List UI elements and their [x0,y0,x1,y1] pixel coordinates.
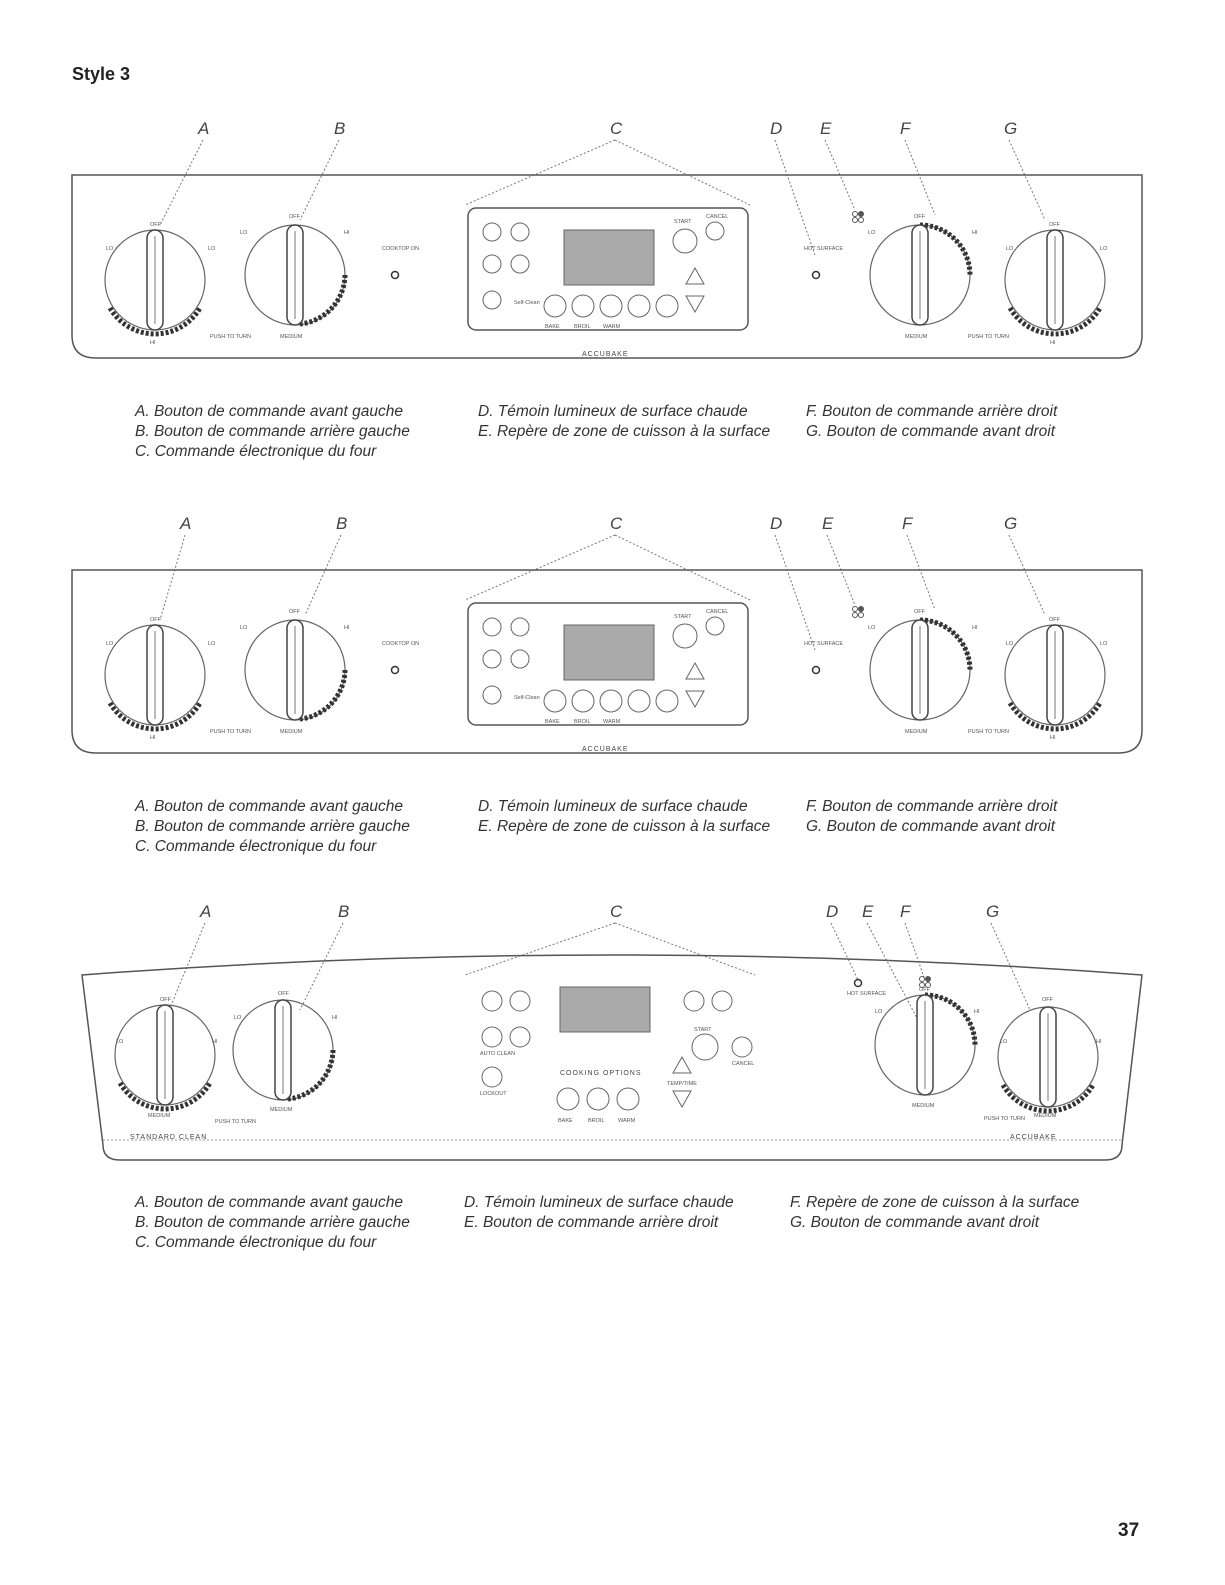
knob-label-off: OFF [919,987,930,993]
warm-label: WARM [618,1118,636,1124]
knob-label-hi: HI [150,340,156,346]
control-panel-diagram-1 [0,110,1225,470]
caption-item: F. Bouton de commande arrière droit [806,798,1058,815]
knob-label-hi: HI [212,1039,218,1045]
callout-letter: C [610,514,623,533]
caption-item: G. Bouton de commande avant droit [806,818,1056,835]
push-to-turn-label: PUSH TO TURN [968,729,1009,735]
start-label: START [694,1027,712,1033]
knob-label-off: OFF [289,609,300,615]
knob-label-medium: MEDIUM [280,729,303,735]
hot-surface-indicator [855,980,862,987]
knob-label-hi: HI [332,1015,338,1021]
brand-logo: ACCUBAKE [1010,1134,1057,1141]
zone-indicator [920,977,931,988]
knob-label-medium: MEDIUM [905,729,928,735]
caption-item: F. Repère de zone de cuisson à la surface [790,1194,1080,1211]
control-panel-illustration [0,505,1225,775]
right-front-knob [1005,222,1108,346]
knob-label-lo: LO [106,246,114,252]
style-heading: Style 3 [72,64,131,84]
knob-label-hi: HI [972,230,978,236]
self-clean-label: Self-Clean [514,300,540,306]
caption-column-2 [478,797,770,837]
knob-label-off: OFF [278,991,289,997]
right-rear-knob [868,609,978,735]
left-front-knob [115,997,218,1119]
callout-letter: A [200,902,212,921]
start-label: START [674,219,692,225]
electronic-oven-control [468,603,748,725]
zone-indicator [853,212,864,223]
callout-letter: A [198,119,210,138]
broil-label: BROIL [574,719,591,725]
caption-item: B. Bouton de commande arrière gauche [135,423,410,440]
warm-label: WARM [603,719,621,725]
cooking-options-label: COOKING OPTIONS [560,1070,642,1077]
callout-letter: B [334,119,346,138]
temp-time-label: TEMP/TIME [667,1081,697,1087]
bake-label: BAKE [558,1118,573,1124]
knob-label-hi: HI [1096,1039,1102,1045]
control-panel-outline [82,955,1142,1160]
caption-column-1 [135,1193,410,1253]
start-label: START [674,614,692,620]
left-rear-knob [240,214,350,340]
control-panel-diagram-2 [0,505,1225,865]
warm-label: WARM [603,324,621,330]
knob-label-lo: LO [208,641,216,647]
left-front-knob [105,617,251,741]
hot-surface-label: HOT SURFACE [847,991,887,997]
knob-label-off: OFF [160,997,171,1003]
push-to-turn-label: PUSH TO TURN [210,334,251,340]
zone-indicator [853,607,864,618]
callout-letter: A [180,514,192,533]
caption-item: B. Bouton de commande arrière gauche [135,1214,410,1231]
electronic-oven-control [480,987,754,1124]
right-front-knob [998,997,1102,1119]
left-front-knob [105,222,251,346]
knob-label-hi: HI [344,230,350,236]
knob-label-hi: HI [150,735,156,741]
broil-label: BROIL [574,324,591,330]
right-rear-knob [868,214,978,340]
cooktop-on-label: COOKTOP ON [382,246,420,252]
knob-label-lo: LO [868,230,876,236]
hot-surface-indicator [813,272,820,279]
left-rear-knob [215,991,338,1125]
caption-item: E. Repère de zone de cuisson à la surface [478,818,771,835]
knob-label-lo: LO [1000,1039,1008,1045]
hot-surface-label: HOT SURFACE [804,641,844,647]
caption-item: C. Commande électronique du four [135,1234,377,1251]
push-to-turn-label: PUSH TO TURN [984,1116,1025,1122]
knob-label-off: OFF [914,214,925,220]
callout-letter: D [826,902,839,921]
knob-label-off: OFF [914,609,925,615]
control-panel-illustration [0,110,1225,380]
self-clean-label: Self-Clean [514,695,540,701]
knob-label-hi: HI [972,625,978,631]
callout-letter: D [770,514,783,533]
caption-column-3 [790,1193,1079,1233]
callout-letter: F [902,514,913,533]
knob-label-lo: LO [116,1039,124,1045]
knob-label-lo: LO [106,641,114,647]
knob-label-lo: LO [1100,246,1108,252]
electronic-oven-control [468,208,748,330]
caption-column-2 [464,1193,734,1233]
caption-item: D. Témoin lumineux de surface chaude [478,798,748,815]
knob-label-lo: LO [868,625,876,631]
caption-item: E. Repère de zone de cuisson à la surface [478,423,771,440]
knob-label-medium: MEDIUM [1034,1113,1057,1119]
caption-column-3 [806,402,1057,442]
caption-column-2 [478,402,770,442]
cooktop-on-indicator [392,272,399,279]
caption-item: D. Témoin lumineux de surface chaude [478,403,748,420]
callout-letter: G [1004,514,1018,533]
brand-logo: ACCUBAKE [582,351,629,358]
knob-label-lo: LO [234,1015,242,1021]
broil-label: BROIL [588,1118,605,1124]
right-front-knob [1005,617,1108,741]
page-number: 37 [1118,1520,1140,1541]
bake-label: BAKE [545,719,560,725]
caption-item: E. Bouton de commande arrière droit [464,1214,719,1231]
knob-label-lo: LO [208,246,216,252]
cooktop-on-indicator [392,667,399,674]
callout-letter: F [900,119,911,138]
push-to-turn-label: PUSH TO TURN [968,334,1009,340]
caption-item: G. Bouton de commande avant droit [806,423,1056,440]
caption-column-3 [806,797,1057,837]
knob-label-lo: LO [240,230,248,236]
knob-label-off: OFF [1049,222,1060,228]
callout-letter: B [336,514,348,533]
caption-item: A. Bouton de commande avant gauche [135,1194,403,1211]
knob-label-off: OFF [1042,997,1053,1003]
callout-letter: C [610,902,623,921]
knob-label-off: OFF [1049,617,1060,623]
caption-item: G. Bouton de commande avant droit [790,1214,1040,1231]
caption-column-1 [135,797,410,857]
knob-label-hi: HI [1050,340,1056,346]
knob-label-lo: LO [875,1009,883,1015]
control-panel-illustration [0,895,1225,1175]
cancel-label: CANCEL [706,609,729,615]
cooktop-on-label: COOKTOP ON [382,641,420,647]
caption-item: C. Commande électronique du four [135,838,377,855]
control-panel-diagram-3 [0,895,1225,1260]
standard-clean-label: STANDARD CLEAN [130,1134,208,1141]
callout-letter: D [770,119,783,138]
lockout-label: LOCKOUT [480,1091,507,1097]
hot-surface-indicator [813,667,820,674]
push-to-turn-label: PUSH TO TURN [215,1119,256,1125]
knob-label-medium: MEDIUM [905,334,928,340]
caption-column-1 [135,402,410,462]
cancel-label: CANCEL [706,214,729,220]
caption-item: D. Témoin lumineux de surface chaude [464,1194,734,1211]
right-rear-knob [875,987,980,1109]
knob-label-hi: HI [974,1009,980,1015]
left-rear-knob [240,609,350,735]
knob-label-lo: LO [240,625,248,631]
caption-item: A. Bouton de commande avant gauche [135,403,403,420]
callout-letter: G [986,902,1000,921]
auto-clean-label: AUTO CLEAN [480,1051,516,1057]
hot-surface-label: HOT SURFACE [804,246,844,252]
caption-item: B. Bouton de commande arrière gauche [135,818,410,835]
callout-letter: F [900,902,911,921]
knob-label-off: OFF [150,222,161,228]
knob-label-medium: MEDIUM [270,1107,293,1113]
callout-letter: E [822,514,834,533]
knob-label-medium: MEDIUM [280,334,303,340]
knob-label-hi: HI [344,625,350,631]
caption-item: F. Bouton de commande arrière droit [806,403,1058,420]
callout-letter: G [1004,119,1018,138]
cancel-label: CANCEL [732,1061,755,1067]
knob-label-hi: HI [1050,735,1056,741]
caption-item: A. Bouton de commande avant gauche [135,798,403,815]
caption-item: C. Commande électronique du four [135,443,377,460]
callout-letter: E [820,119,832,138]
knob-label-lo: LO [1100,641,1108,647]
knob-label-off: OFF [289,214,300,220]
knob-label-lo: LO [1006,641,1014,647]
callout-letter: C [610,119,623,138]
knob-label-medium: MEDIUM [912,1103,935,1109]
knob-label-off: OFF [150,617,161,623]
knob-label-medium: MEDIUM [148,1113,171,1119]
bake-label: BAKE [545,324,560,330]
callout-letter: E [862,902,874,921]
knob-label-lo: LO [1006,246,1014,252]
push-to-turn-label: PUSH TO TURN [210,729,251,735]
brand-logo: ACCUBAKE [582,746,629,753]
callout-letter: B [338,902,350,921]
